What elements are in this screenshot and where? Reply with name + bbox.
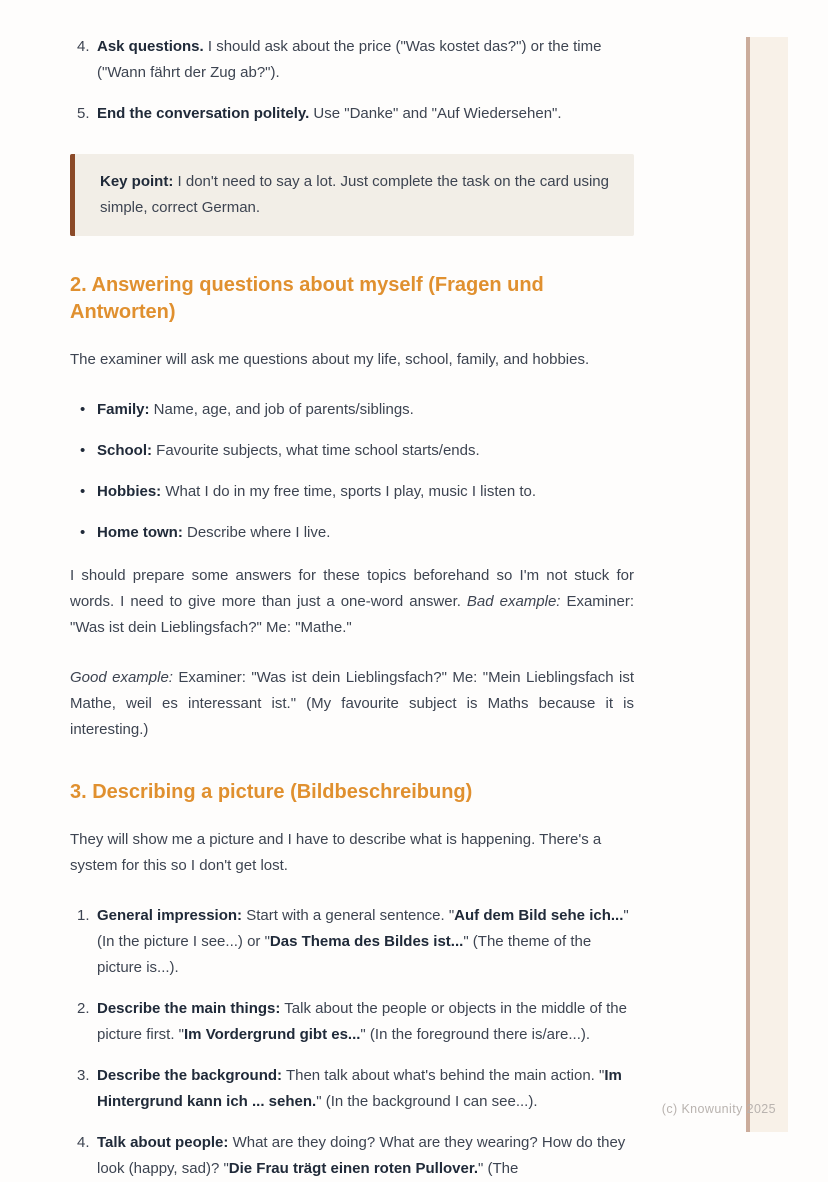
section3-intro: They will show me a picture and I have to describe what is happening. There's a system for this so I don't get lost. — [70, 831, 602, 874]
list-item-text: School: Favourite subjects, what time school starts/ends. — [97, 442, 480, 459]
good-example-paragraph: Good example: Examiner: "Was ist dein Lieblingsfach?" Me: "Mein Lieblingsfach ist Mathe, weil es interessant ist." (My favourite subject is Maths because it is interesting.) — [70, 669, 634, 738]
list-number: 4. — [77, 1134, 90, 1151]
list-item-text: Ask questions. I should ask about the price ("Was kostet das?") or the time ("Wann fährt der Zug ab?"). — [97, 38, 602, 81]
list-item-text: General impression: Start with a general sentence. "Auf dem Bild sehe ich..." (In the picture I see...) or "Das Thema des Bildes ist..." (The theme of the picture is...). — [97, 907, 629, 976]
section-heading-3: 3. Describing a picture (Bildbeschreibung) — [70, 781, 473, 803]
bad-example-paragraph: I should prepare some answers for these topics beforehand so I'm not stuck for words. I need to give more than just a one-word answer. Bad example: Examiner: "Was ist dein Lieblingsfach?" Me: "Mathe." — [70, 567, 634, 636]
list-item — [70, 34, 634, 86]
list-number: 5. — [77, 105, 90, 122]
bullet-dot: • — [80, 401, 86, 418]
document-body — [70, 0, 634, 1182]
bullet-dot: • — [80, 483, 86, 500]
list-item-text: Describe the background: Then talk about what's behind the main action. "Im Hintergrund kann ich ... sehen." (In the background I can see...). — [97, 1067, 622, 1110]
list-item — [70, 903, 634, 981]
list-item-text: Home town: Describe where I live. — [97, 524, 331, 541]
copyright-notice: (c) Knowunity 2025 — [661, 1102, 776, 1116]
speaking-tips-list — [70, 34, 634, 127]
list-number: 3. — [77, 1067, 90, 1084]
list-item — [70, 438, 634, 464]
list-item-text: End the conversation politely. Use "Danke" and "Auf Wiedersehen". — [97, 105, 562, 122]
list-item — [70, 1063, 634, 1115]
section-heading-2: 2. Answering questions about myself (Fragen und Antworten) — [70, 274, 544, 323]
list-item — [70, 1130, 634, 1182]
topics-bullet-list — [70, 397, 634, 546]
section2-intro: The examiner will ask me questions about my life, school, family, and hobbies. — [70, 351, 590, 368]
list-number: 4. — [77, 38, 90, 55]
list-number: 2. — [77, 1000, 90, 1017]
list-item — [70, 479, 634, 505]
list-item-text: Hobbies: What I do in my free time, sports I play, music I listen to. — [97, 483, 537, 500]
list-item-text: Talk about people: What are they doing? What are they wearing? How do they look (happy, sad)? "Die Frau trägt einen roten Pullover." (The — [97, 1134, 626, 1177]
list-item — [70, 520, 634, 546]
list-item — [70, 996, 634, 1048]
list-item-text: Describe the main things: Talk about the people or objects in the middle of the picture first. "Im Vordergrund gibt es..." (In the foreground there is/are...). — [97, 1000, 627, 1043]
picture-description-steps — [70, 903, 634, 1182]
page-edge-strip — [746, 37, 788, 1132]
list-item-text: Family: Name, age, and job of parents/siblings. — [97, 401, 414, 418]
list-number: 1. — [77, 907, 90, 924]
key-point-callout — [70, 154, 634, 236]
bullet-dot: • — [80, 524, 86, 541]
list-item — [70, 101, 634, 127]
bullet-dot: • — [80, 442, 86, 459]
callout-text: Key point: I don't need to say a lot. Just complete the task on the card using simple, correct German. — [100, 173, 609, 216]
list-item — [70, 397, 634, 423]
